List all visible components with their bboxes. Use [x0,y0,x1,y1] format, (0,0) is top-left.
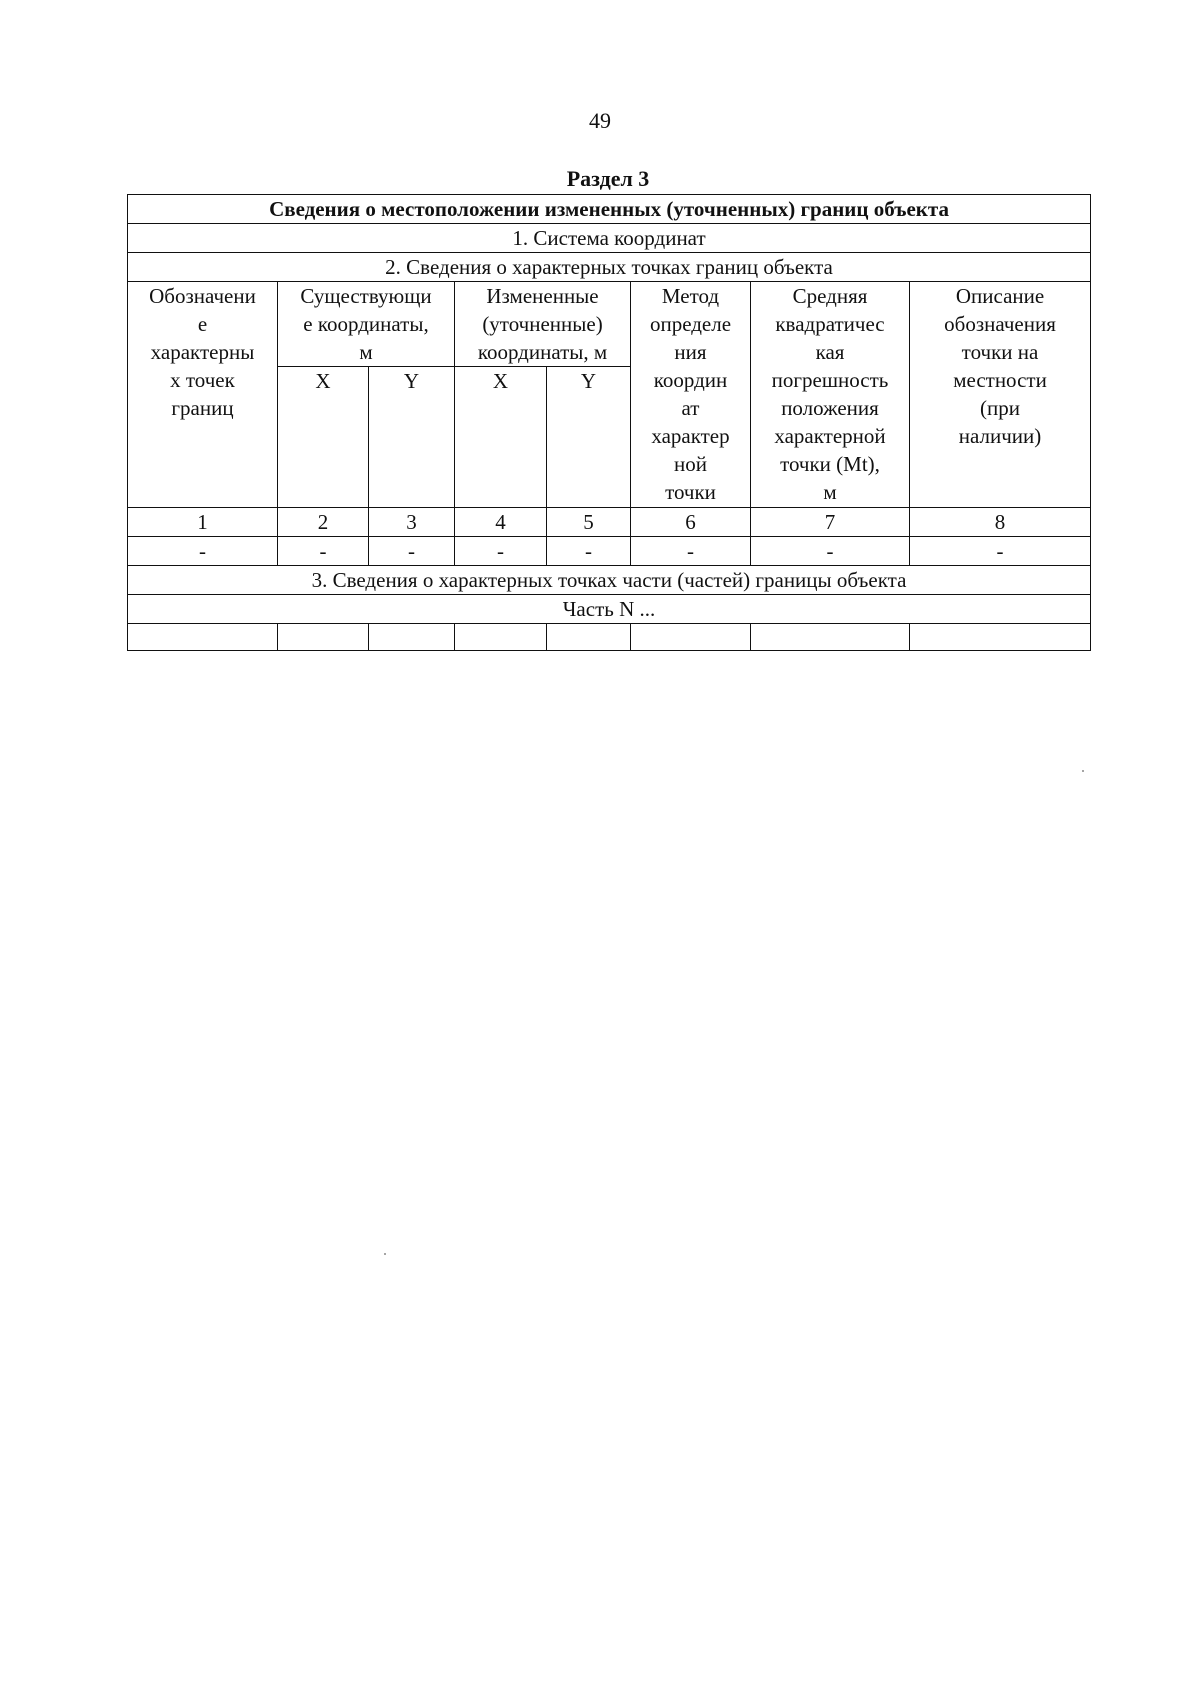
header-x-changed: X [455,367,547,508]
parts-label: 3. Сведения о характерных точках части (частей) границы объекта [128,566,1091,595]
table-cell: - [278,537,369,566]
header-method: Метод определе ния координ ат характер ной точки [631,282,751,508]
table-cell: - [631,537,751,566]
scan-speck [384,1253,386,1255]
table-cell: - [455,537,547,566]
column-number: 6 [631,508,751,537]
table-cell: - [128,537,278,566]
empty-cell [631,624,751,651]
header-y-changed: Y [547,367,631,508]
points-row [128,253,1091,282]
empty-cell [128,624,278,651]
column-numbers-row [128,508,1091,537]
boundary-table [127,194,1091,651]
empty-row [128,624,1091,651]
coord-system-row [128,224,1091,253]
header-row-1 [128,282,1091,367]
empty-cell [278,624,369,651]
points-label: 2. Сведения о характерных точках границ объекта [128,253,1091,282]
part-n-row [128,595,1091,624]
header-accuracy: Средняя квадратичес кая погрешность положения характерной точки (Mt), м [751,282,910,508]
header-x-existing: X [278,367,369,508]
page-number: 49 [589,108,611,133]
section-title: Раздел 3 [566,166,650,191]
column-number: 2 [278,508,369,537]
empty-cell [547,624,631,651]
column-number: 8 [910,508,1091,537]
header-y-existing: Y [369,367,455,508]
column-number: 3 [369,508,455,537]
column-number: 1 [128,508,278,537]
column-number: 4 [455,508,547,537]
empty-cell [910,624,1091,651]
empty-cell [455,624,547,651]
coord-system-label: 1. Система координат [128,224,1091,253]
table-cell: - [751,537,910,566]
table-cell: - [547,537,631,566]
table-title-row [128,195,1091,224]
parts-row [128,566,1091,595]
part-n-label: Часть N ... [128,595,1091,624]
dash-row [128,537,1091,566]
column-number: 5 [547,508,631,537]
table-cell: - [369,537,455,566]
table-cell: - [910,537,1091,566]
header-changed-coords: Измененные (уточненные) координаты, м [455,282,631,367]
empty-cell [751,624,910,651]
header-description: Описание обозначения точки на местности (при наличии) [910,282,1091,508]
header-existing-coords: Существующи е координаты, м [278,282,455,367]
table-title: Сведения о местоположении измененных (уточненных) границ объекта [128,195,1091,224]
scan-speck [1082,770,1084,772]
header-designation: Обозначени е характерны х точек границ [128,282,278,508]
column-number: 7 [751,508,910,537]
empty-cell [369,624,455,651]
